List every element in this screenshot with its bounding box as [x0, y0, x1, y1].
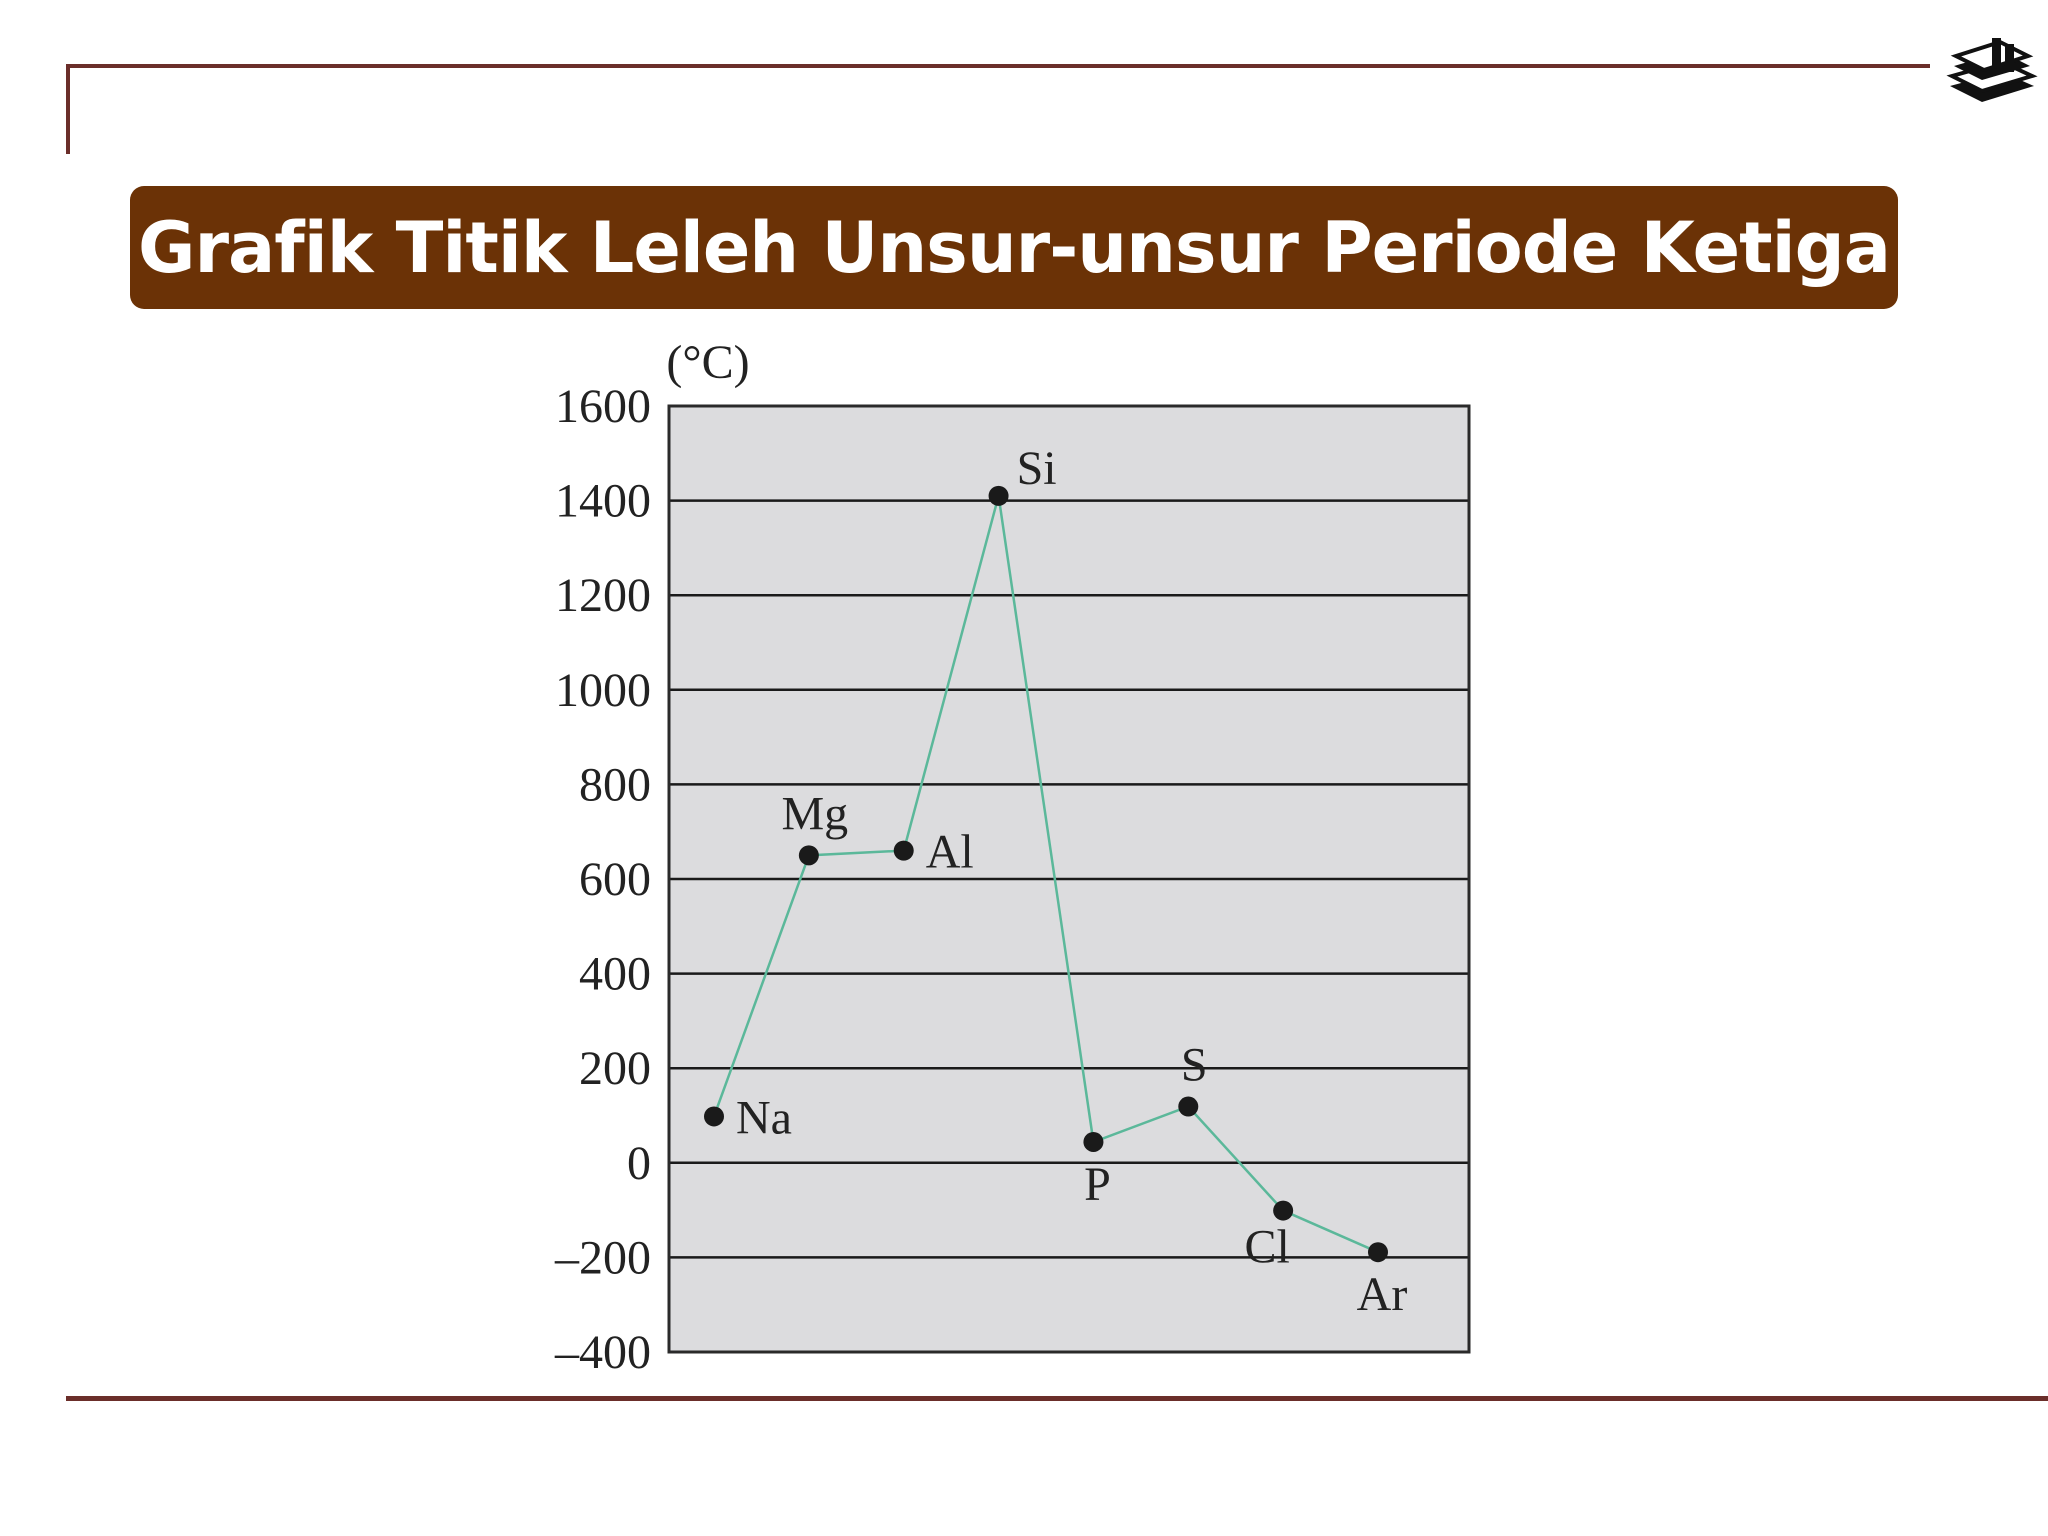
y-tick-label: 1400: [555, 474, 651, 528]
y-tick-label: 200: [579, 1042, 651, 1096]
y-tick-label: 800: [579, 758, 651, 812]
y-tick-label: 400: [579, 947, 651, 1001]
data-label-p: P: [1084, 1157, 1111, 1211]
data-point-cl: [1273, 1201, 1293, 1221]
y-tick-label: 1600: [555, 380, 651, 433]
data-point-p: [1083, 1132, 1103, 1152]
y-axis-label: (°C): [666, 336, 750, 389]
y-tick-label: 1200: [555, 569, 651, 623]
page-title: Grafik Titik Leleh Unsur-unsur Periode Ketiga: [138, 206, 1890, 289]
y-tick-label: 0: [627, 1136, 651, 1190]
data-label-ar: Ar: [1356, 1268, 1408, 1322]
y-tick-label: 1000: [555, 663, 651, 717]
data-point-s: [1178, 1097, 1198, 1117]
data-label-na: Na: [736, 1091, 792, 1145]
data-label-s: S: [1180, 1038, 1208, 1092]
y-tick-label: –200: [555, 1231, 651, 1285]
data-point-al: [894, 841, 914, 861]
data-point-ar: [1368, 1242, 1388, 1262]
y-tick-label: 600: [579, 853, 651, 906]
data-label-mg: Mg: [781, 787, 849, 841]
data-point-mg: [799, 845, 819, 865]
data-point-si: [989, 486, 1009, 506]
data-label-cl: Cl: [1244, 1220, 1290, 1274]
data-point-na: [704, 1106, 724, 1126]
data-label-si: Si: [1016, 441, 1057, 495]
y-tick-label: –400: [555, 1326, 651, 1379]
data-label-al: Al: [925, 825, 974, 879]
